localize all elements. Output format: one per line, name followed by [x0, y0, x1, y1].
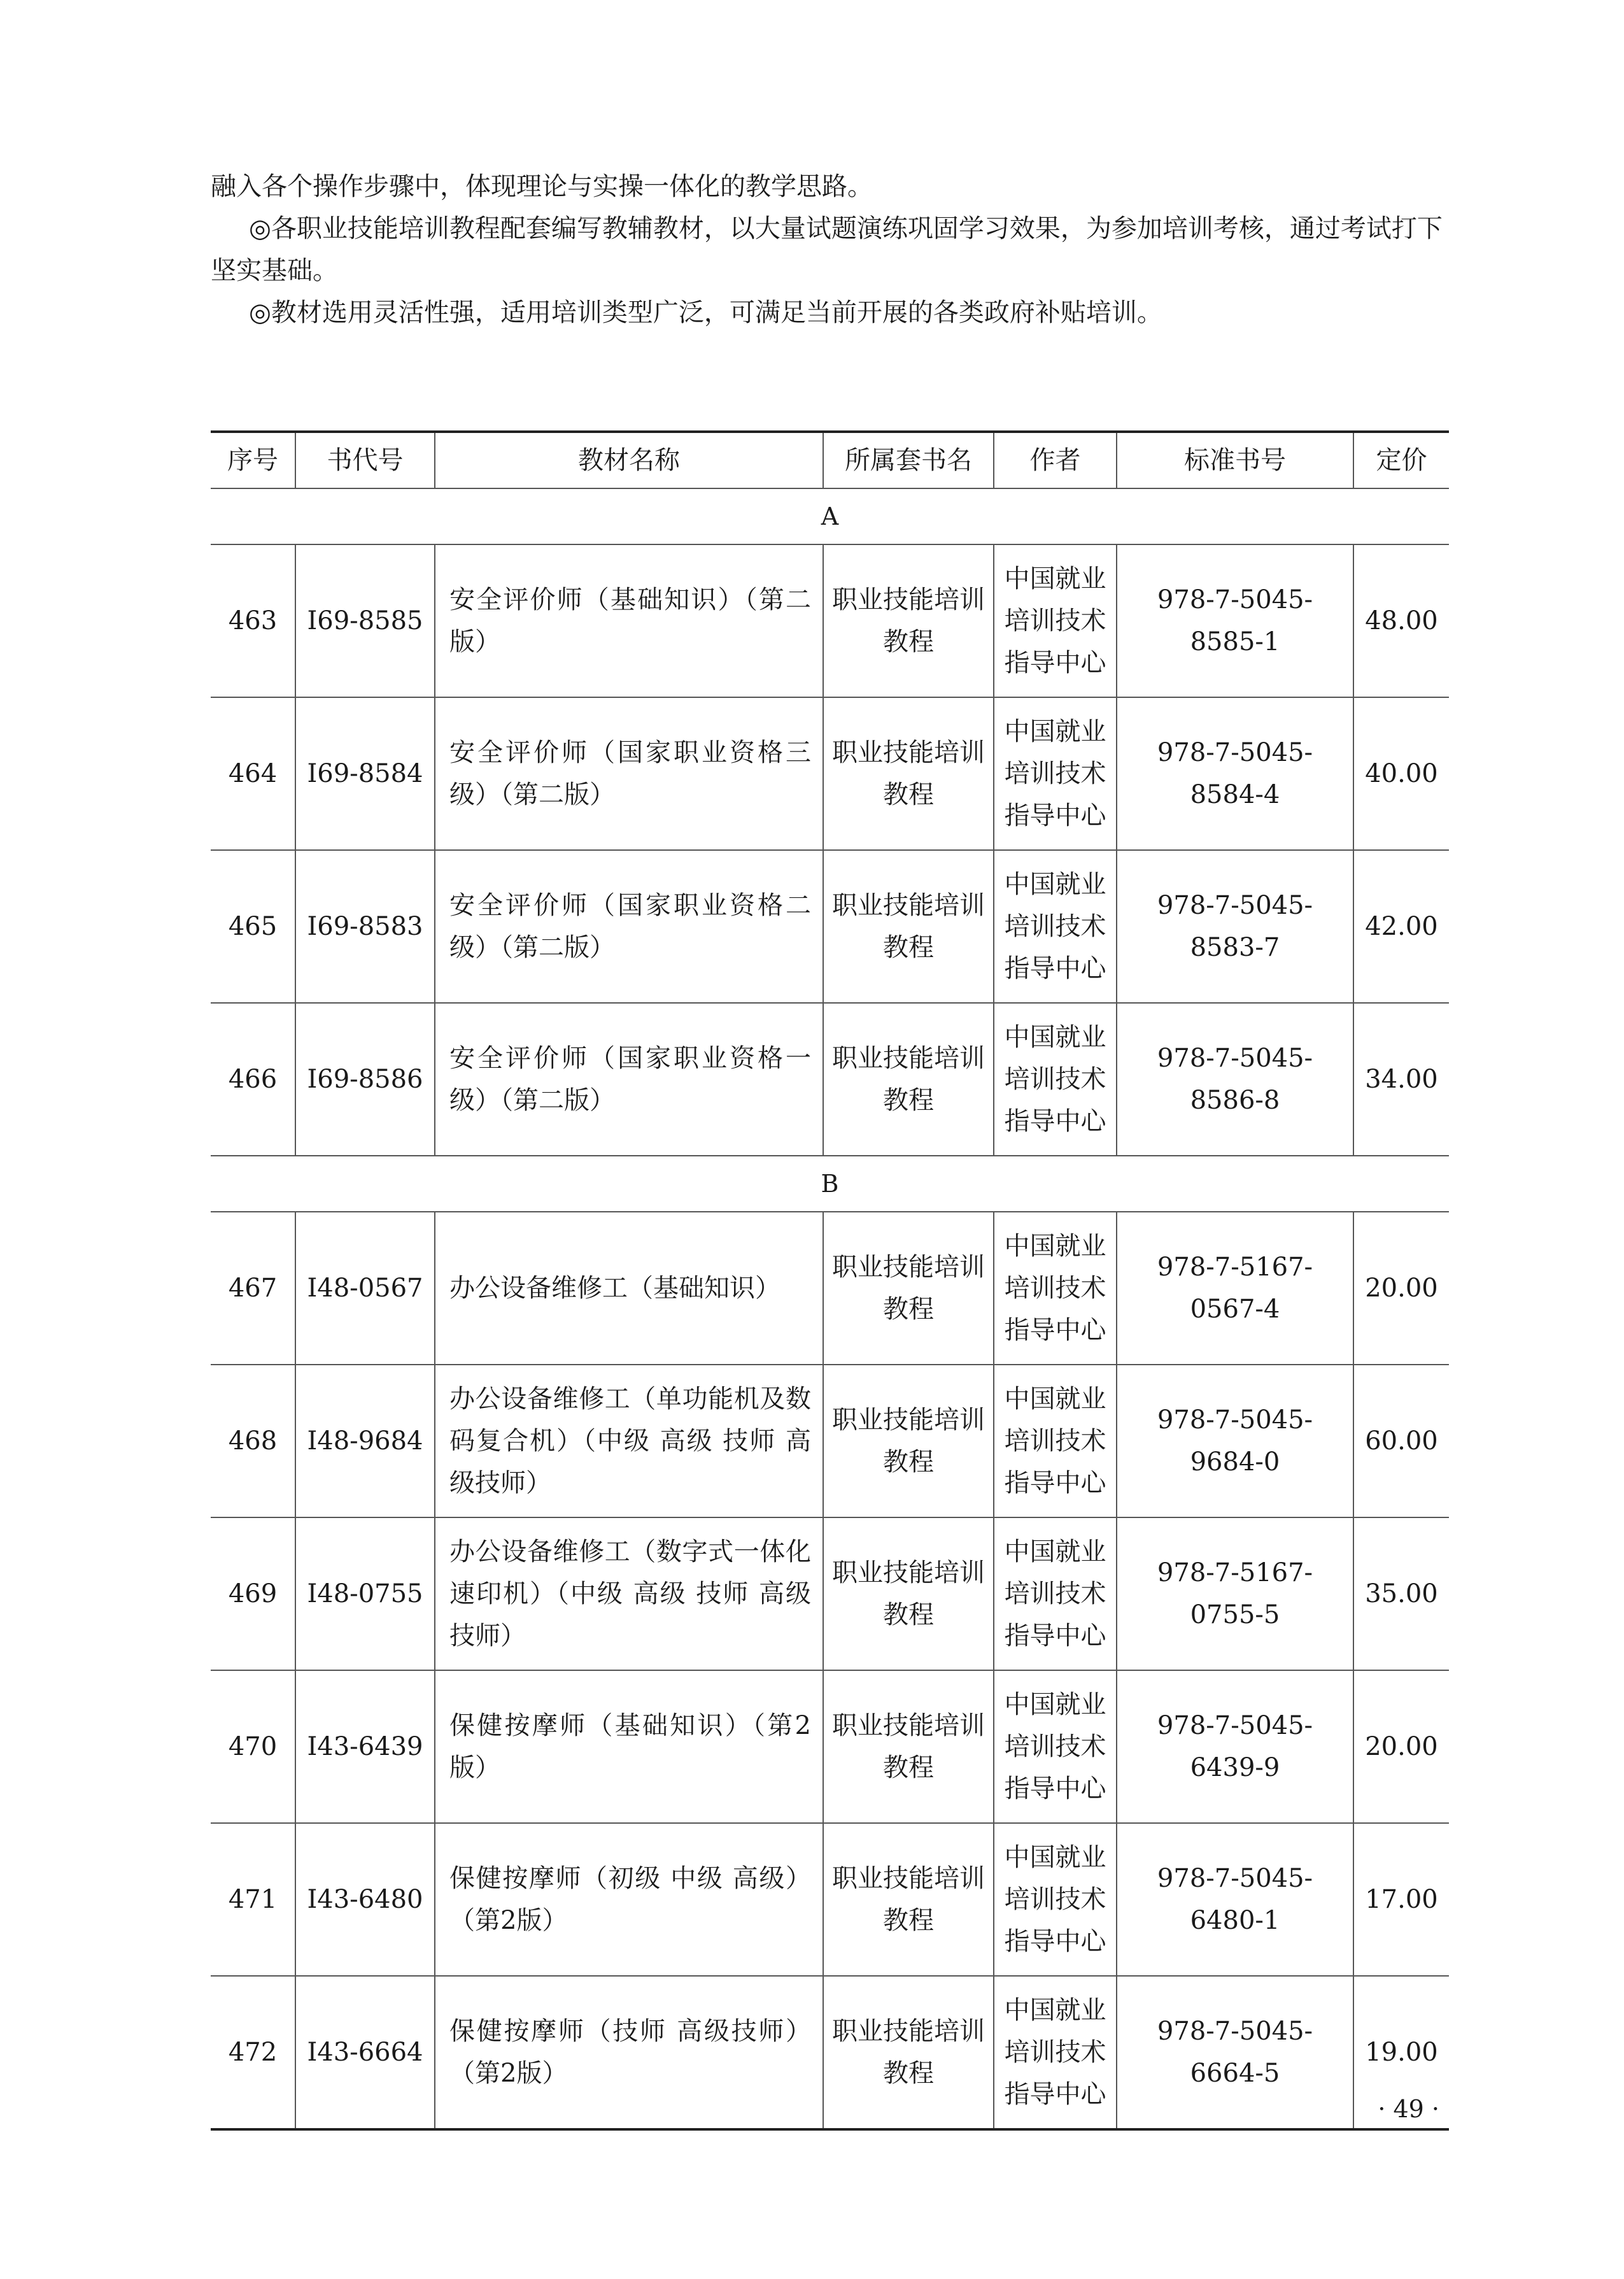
intro-text-3: ◎教材选用灵活性强，适用培训类型广泛，可满足当前开展的各类政府补贴培训。 [249, 298, 1162, 327]
cell-name: 安全评价师（基础知识）（第二版） [435, 544, 823, 697]
textbook-table [211, 430, 1449, 2131]
cell-no: 467 [211, 1212, 295, 1365]
cell-isbn: 978-7-5045-6480-1 [1117, 1823, 1353, 1976]
cell-series: 职业技能培训教程 [823, 1976, 994, 2129]
cell-name: 办公设备维修工（单功能机及数码复合机）（中级 高级 技师 高级技师） [435, 1365, 823, 1517]
table-row [211, 1212, 1449, 1365]
cell-isbn: 978-7-5045-8585-1 [1117, 544, 1353, 697]
table-row [211, 1670, 1449, 1823]
cell-no: 465 [211, 850, 295, 1003]
cell-author: 中国就业培训技术指导中心 [994, 850, 1117, 1003]
header-name: 教材名称 [435, 432, 823, 488]
cell-code: I69-8585 [295, 544, 435, 697]
cell-series: 职业技能培训教程 [823, 1003, 994, 1156]
cell-author: 中国就业培训技术指导中心 [994, 697, 1117, 850]
cell-author: 中国就业培训技术指导中心 [994, 1003, 1117, 1156]
cell-name: 安全评价师（国家职业资格三级）（第二版） [435, 697, 823, 850]
header-author: 作者 [994, 432, 1117, 488]
cell-price: 19.00 [1353, 1976, 1449, 2129]
cell-no: 469 [211, 1517, 295, 1670]
cell-author: 中国就业培训技术指导中心 [994, 1212, 1117, 1365]
table-row [211, 1976, 1449, 2129]
cell-series: 职业技能培训教程 [823, 1517, 994, 1670]
cell-code: I43-6439 [295, 1670, 435, 1823]
cell-series: 职业技能培训教程 [823, 544, 994, 697]
table-row [211, 697, 1449, 850]
cell-author: 中国就业培训技术指导中心 [994, 1365, 1117, 1517]
cell-series: 职业技能培训教程 [823, 697, 994, 850]
cell-price: 20.00 [1353, 1670, 1449, 1823]
cell-code: I43-6480 [295, 1823, 435, 1976]
cell-code: I69-8586 [295, 1003, 435, 1156]
page-number: · 49 · [1378, 2095, 1439, 2123]
intro-text-2: ◎各职业技能培训教程配套编写教辅教材，以大量试题演练巩固学习效果，为参加培训考核，通过考试打下坚实基础。 [211, 214, 1443, 285]
table-row [211, 544, 1449, 697]
cell-price: 34.00 [1353, 1003, 1449, 1156]
cell-name: 保健按摩师（初级 中级 高级）（第2版） [435, 1823, 823, 1976]
cell-price: 35.00 [1353, 1517, 1449, 1670]
cell-name: 安全评价师（国家职业资格一级）（第二版） [435, 1003, 823, 1156]
cell-name: 办公设备维修工（基础知识） [435, 1212, 823, 1365]
cell-series: 职业技能培训教程 [823, 1670, 994, 1823]
table-row [211, 1003, 1449, 1156]
cell-code: I43-6664 [295, 1976, 435, 2129]
header-no: 序号 [211, 432, 295, 488]
cell-code: I69-8584 [295, 697, 435, 850]
cell-series: 职业技能培训教程 [823, 1823, 994, 1976]
cell-name: 办公设备维修工（数字式一体化速印机）（中级 高级 技师 高级技师） [435, 1517, 823, 1670]
section-row [211, 1156, 1449, 1212]
cell-author: 中国就业培训技术指导中心 [994, 544, 1117, 697]
table-row [211, 1365, 1449, 1517]
header-code: 书代号 [295, 432, 435, 488]
cell-isbn: 978-7-5045-8586-8 [1117, 1003, 1353, 1156]
header-isbn: 标准书号 [1117, 432, 1353, 488]
cell-code: I48-0567 [295, 1212, 435, 1365]
cell-no: 466 [211, 1003, 295, 1156]
cell-no: 472 [211, 1976, 295, 2129]
cell-author: 中国就业培训技术指导中心 [994, 1823, 1117, 1976]
cell-author: 中国就业培训技术指导中心 [994, 1517, 1117, 1670]
cell-name: 安全评价师（国家职业资格二级）（第二版） [435, 850, 823, 1003]
cell-no: 463 [211, 544, 295, 697]
cell-code: I69-8583 [295, 850, 435, 1003]
intro-text-1: 融入各个操作步骤中，体现理论与实操一体化的教学思路。 [211, 172, 873, 201]
cell-isbn: 978-7-5045-8584-4 [1117, 697, 1353, 850]
cell-series: 职业技能培训教程 [823, 1212, 994, 1365]
section-row [211, 488, 1449, 544]
header-series: 所属套书名 [823, 432, 994, 488]
cell-isbn: 978-7-5045-8583-7 [1117, 850, 1353, 1003]
cell-author: 中国就业培训技术指导中心 [994, 1670, 1117, 1823]
cell-no: 470 [211, 1670, 295, 1823]
cell-no: 468 [211, 1365, 295, 1517]
table-header-row [211, 432, 1449, 488]
cell-no: 464 [211, 697, 295, 850]
table-row [211, 1823, 1449, 1976]
cell-series: 职业技能培训教程 [823, 850, 994, 1003]
cell-isbn: 978-7-5045-9684-0 [1117, 1365, 1353, 1517]
cell-series: 职业技能培训教程 [823, 1365, 994, 1517]
cell-price: 40.00 [1353, 697, 1449, 850]
header-price: 定价 [1353, 432, 1449, 488]
cell-name: 保健按摩师（基础知识）（第2版） [435, 1670, 823, 1823]
cell-code: I48-0755 [295, 1517, 435, 1670]
cell-code: I48-9684 [295, 1365, 435, 1517]
cell-price: 17.00 [1353, 1823, 1449, 1976]
table-row [211, 1517, 1449, 1670]
cell-author: 中国就业培训技术指导中心 [994, 1976, 1117, 2129]
cell-price: 48.00 [1353, 544, 1449, 697]
cell-price: 42.00 [1353, 850, 1449, 1003]
table-row [211, 850, 1449, 1003]
cell-price: 60.00 [1353, 1365, 1449, 1517]
section-letter: B [211, 1156, 1449, 1212]
cell-isbn: 978-7-5167-0755-5 [1117, 1517, 1353, 1670]
section-letter: A [211, 488, 1449, 544]
intro-paragraph-1 [211, 166, 1449, 334]
cell-name: 保健按摩师（技师 高级技师）（第2版） [435, 1976, 823, 2129]
cell-isbn: 978-7-5167-0567-4 [1117, 1212, 1353, 1365]
cell-no: 471 [211, 1823, 295, 1976]
cell-isbn: 978-7-5045-6664-5 [1117, 1976, 1353, 2129]
cell-price: 20.00 [1353, 1212, 1449, 1365]
cell-isbn: 978-7-5045-6439-9 [1117, 1670, 1353, 1823]
